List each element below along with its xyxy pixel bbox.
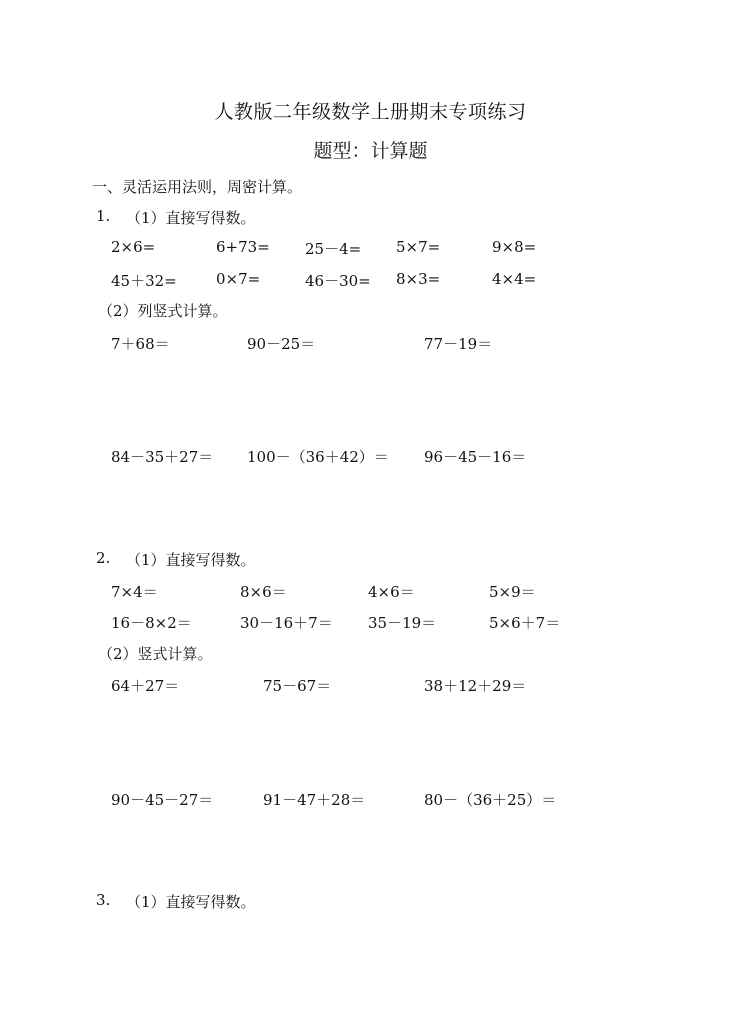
q2-oral-item: 16－8×2＝ bbox=[111, 614, 192, 632]
q1-part1-heading: （1）直接写得数。 bbox=[126, 209, 256, 227]
q2-vertical-item: 91－47＋28＝ bbox=[263, 791, 366, 809]
q1-vertical-item: 7＋68＝ bbox=[111, 335, 170, 353]
q2-oral-item: 7×4＝ bbox=[111, 583, 158, 601]
page-title: 人教版二年级数学上册期末专项练习 bbox=[214, 101, 527, 123]
q2-vertical-item: 75－67＝ bbox=[263, 677, 332, 695]
q1-part2-heading: （2）列竖式计算。 bbox=[98, 302, 228, 320]
q1-oral-item: 25－4= bbox=[305, 240, 362, 258]
q2-vertical-item: 64＋27＝ bbox=[111, 677, 180, 695]
q1-oral-item: 45＋32= bbox=[111, 272, 177, 290]
q1-oral-item: 0×7= bbox=[216, 270, 261, 288]
q2-number: 2. bbox=[96, 549, 111, 567]
q3-number: 3. bbox=[96, 891, 111, 909]
q2-oral-item: 8×6＝ bbox=[240, 583, 287, 601]
q2-vertical-item: 38＋12＋29＝ bbox=[424, 677, 527, 695]
page-subtitle: 题型：计算题 bbox=[313, 140, 428, 162]
q3-part1-heading: （1）直接写得数。 bbox=[126, 893, 256, 911]
q1-vertical-item: 77－19＝ bbox=[424, 335, 493, 353]
q1-oral-item: 46－30= bbox=[305, 272, 371, 290]
q2-oral-item: 5×9＝ bbox=[489, 583, 536, 601]
section-heading: 一、灵活运用法则，周密计算。 bbox=[92, 178, 303, 196]
q2-oral-item: 5×6＋7＝ bbox=[489, 614, 561, 632]
q2-oral-item: 4×6＝ bbox=[368, 583, 415, 601]
q1-vertical-item: 90－25＝ bbox=[247, 335, 316, 353]
q2-oral-item: 35－19＝ bbox=[368, 614, 437, 632]
q2-vertical-item: 80－（36＋25）＝ bbox=[424, 791, 557, 809]
q1-oral-item: 4×4= bbox=[492, 270, 537, 288]
q2-oral-item: 30－16＋7＝ bbox=[240, 614, 333, 632]
q1-vertical-item: 100－（36＋42）＝ bbox=[247, 448, 389, 466]
q1-oral-item: 8×3= bbox=[396, 270, 441, 288]
q1-vertical-item: 84－35＋27＝ bbox=[111, 448, 214, 466]
q1-oral-item: 6+73= bbox=[216, 238, 270, 256]
q1-number: 1. bbox=[96, 207, 111, 225]
q2-part1-heading: （1）直接写得数。 bbox=[126, 551, 256, 569]
q1-vertical-item: 96－45－16＝ bbox=[424, 448, 527, 466]
q2-part2-heading: （2）竖式计算。 bbox=[98, 645, 213, 663]
q1-oral-item: 5×7= bbox=[396, 238, 441, 256]
q2-vertical-item: 90－45－27＝ bbox=[111, 791, 214, 809]
q1-oral-item: 9×8= bbox=[492, 238, 537, 256]
q1-oral-item: 2×6= bbox=[111, 238, 156, 256]
